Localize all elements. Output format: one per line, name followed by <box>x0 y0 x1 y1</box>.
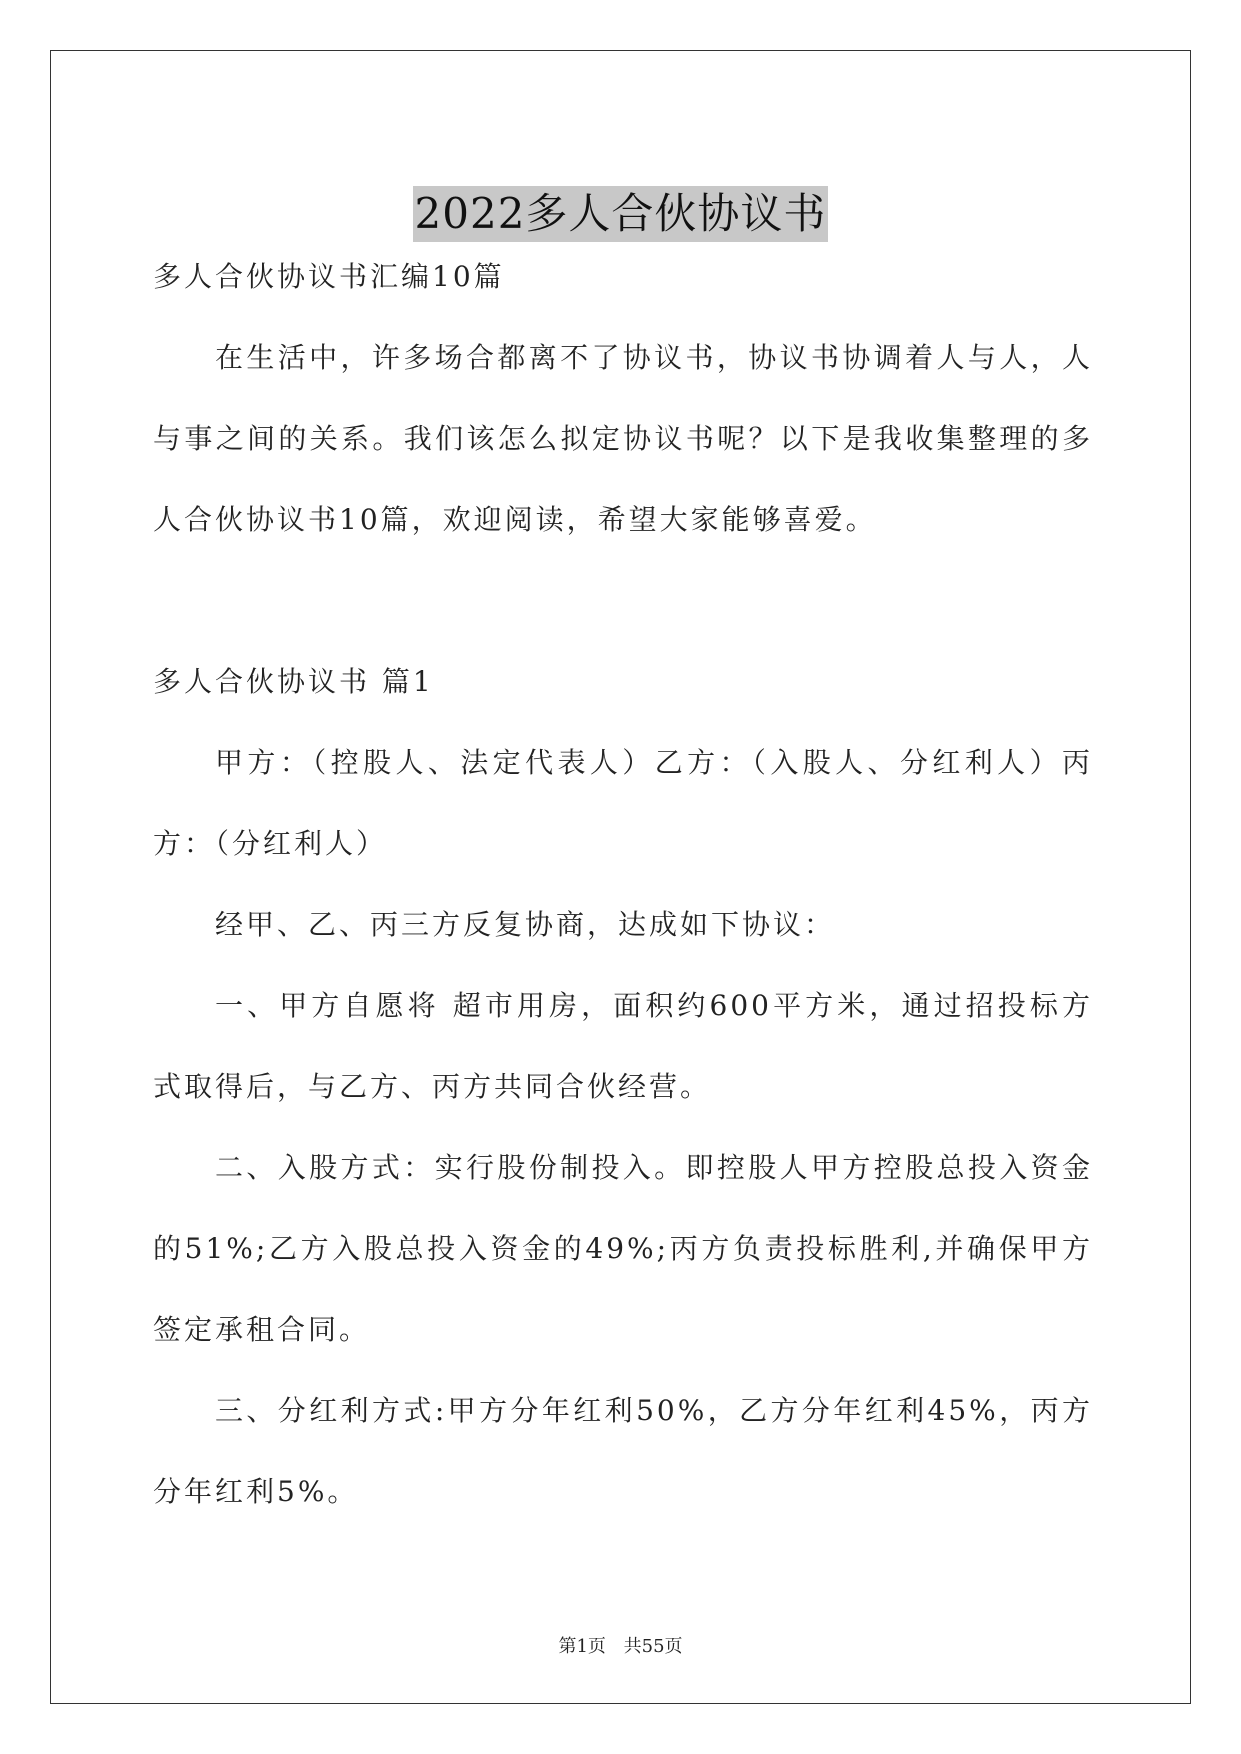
page-number-total: 共55页 <box>623 1636 683 1657</box>
agreement-intro-paragraph: 经甲、乙、丙三方反复协商，达成如下协议： <box>215 908 836 941</box>
document-body <box>153 236 1093 1532</box>
page-footer <box>0 1632 1241 1658</box>
page-number-current: 第1页 <box>558 1636 606 1657</box>
intro-paragraph: 在生活中，许多场合都离不了协议书，协议书协调着人与人，人与事之间的关系。我们该怎么拟定协议书呢？以下是我收集整理的多人合伙协议书10篇，欢迎阅读，希望大家能够喜爱。 <box>153 341 1093 536</box>
clause-1-paragraph: 一、甲方自愿将 超市用房，面积约600平方米，通过招投标方式取得后，与乙方、丙方共同合伙经营。 <box>153 989 1093 1103</box>
clause-3-paragraph: 三、分红利方式:甲方分年红利50%，乙方分年红利45%，丙方分年红利5%。 <box>153 1394 1093 1508</box>
document-subtitle: 多人合伙协议书汇编10篇 <box>153 260 505 293</box>
parties-paragraph: 甲方：（控股人、法定代表人）乙方：（入股人、分红利人）丙方：（分红利人） <box>153 746 1093 860</box>
section-heading: 多人合伙协议书 篇1 <box>153 665 434 698</box>
section-spacer <box>153 560 1093 641</box>
clause-2-paragraph: 二、入股方式：实行股份制投入。即控股人甲方控股总投入资金的51%;乙方入股总投入资金的49%;丙方负责投标胜利,并确保甲方签定承租合同。 <box>153 1151 1093 1346</box>
document-title: 2022多人合伙协议书 <box>413 186 829 242</box>
